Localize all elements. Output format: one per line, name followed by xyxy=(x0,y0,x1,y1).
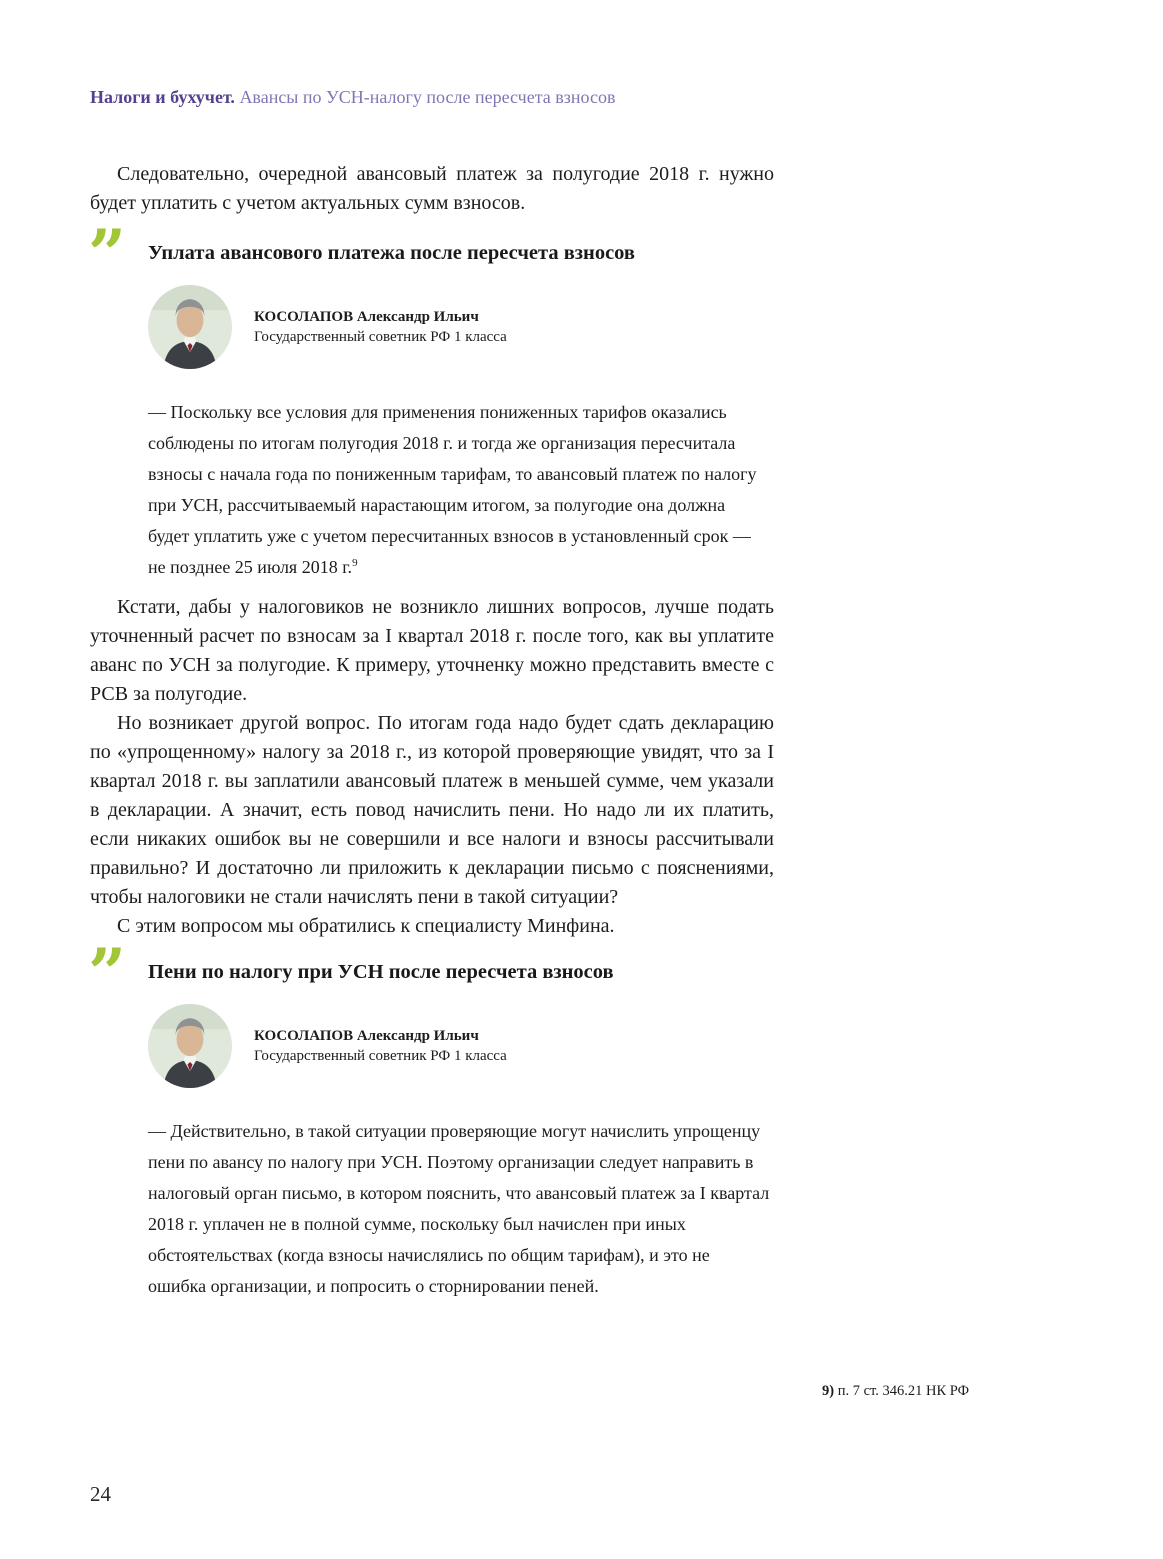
body-paragraph-3: С этим вопросом мы обратились к специалисту Минфина. xyxy=(117,915,615,937)
author-name: КОСОЛАПОВ Александр Ильич xyxy=(254,309,479,325)
main-column xyxy=(90,160,774,1302)
page-number: 24 xyxy=(90,1482,111,1506)
author-title: Государственный советник РФ 1 класса xyxy=(254,329,507,345)
body-paragraph-2: Но возникает другой вопрос. По итогам года надо будет сдать декларацию по «упрощенному» налогу за 2018 г., из которой проверяющие увидят, что за I квартал 2018 г. вы заплатили авансовый платеж в меньшей сумме, чем указали в декларации. А значит, есть повод начислить пени. Но надо ли их платить, если никаких ошибок вы не совершили и все налоги и взносы рассчитывали правильно? И достаточно ли приложить к декларации письмо с пояснениями, чтобы налоговики не стали начислять пени в такой ситуации? xyxy=(90,712,774,908)
intro-paragraph: Следовательно, очередной авансовый платеж за полугодие 2018 г. нужно будет уплатить с учетом актуальных сумм взносов. xyxy=(90,163,774,214)
footnote-marker: 9) xyxy=(822,1383,835,1399)
quote-icon: ” xyxy=(88,934,123,1012)
page-header xyxy=(90,86,1070,108)
author-info xyxy=(254,307,507,347)
footnote-text: п. 7 ст. 346.21 НК РФ xyxy=(837,1383,970,1399)
author-row xyxy=(148,1004,774,1088)
rubric-label: Налоги и бухучет. xyxy=(90,87,235,107)
author-row xyxy=(148,285,774,369)
expert-photo xyxy=(148,1004,232,1088)
quote-block-penalties xyxy=(88,934,774,1302)
quote-text xyxy=(148,397,770,583)
article-title: Авансы по УСН-налогу после пересчета взносов xyxy=(239,87,616,107)
quote-icon: ” xyxy=(88,215,123,293)
footnote-ref-9: 9 xyxy=(352,557,358,569)
body-paragraph-1: Кстати, дабы у налоговиков не возникло лишних вопросов, лучше подать уточненный расчет по взносам за I квартал 2018 г. после того, как вы уплатите аванс по УСН за полугодие. К примеру, уточненку можно представить вместе с РСВ за полугодие. xyxy=(90,596,774,705)
quote-heading: Пени по налогу при УСН после пересчета взносов xyxy=(148,961,614,983)
author-info xyxy=(254,1026,507,1066)
quote-text-body: — Действительно, в такой ситуации проверяющие могут начислить упрощенцу пени по авансу по налогу при УСН. Поэтому организации следует направить в налоговый орган письмо, в котором пояснить, что авансовый платеж за I квартал 2018 г. уплачен не в полной сумме, поскольку был начислен при иных обстоятельствах (когда взносы начислялись по общим тарифам), и это не ошибка организации, и попросить о сторнировании пеней. xyxy=(148,1121,770,1296)
quote-heading: Уплата авансового платежа после пересчета взносов xyxy=(148,242,635,264)
margin-footnote xyxy=(822,1382,1082,1400)
person-portrait-icon xyxy=(148,1004,232,1088)
expert-photo xyxy=(148,285,232,369)
quote-text xyxy=(148,1116,770,1302)
author-name: КОСОЛАПОВ Александр Ильич xyxy=(254,1028,479,1044)
author-title: Государственный советник РФ 1 класса xyxy=(254,1048,507,1064)
person-portrait-icon xyxy=(148,285,232,369)
quote-text-body: — Поскольку все условия для применения пониженных тарифов оказались соблюдены по итогам полугодия 2018 г. и тогда же организация пересчитала взносы с начала года по пониженным тарифам, то авансовый платеж по налогу при УСН, рассчитываемый нарастающим итогом, за полугодие она должна будет уплатить уже с учетом пересчитанных взносов в установленный срок — не позднее 25 июля 2018 г. xyxy=(148,402,757,577)
quote-block-payment xyxy=(88,215,774,583)
